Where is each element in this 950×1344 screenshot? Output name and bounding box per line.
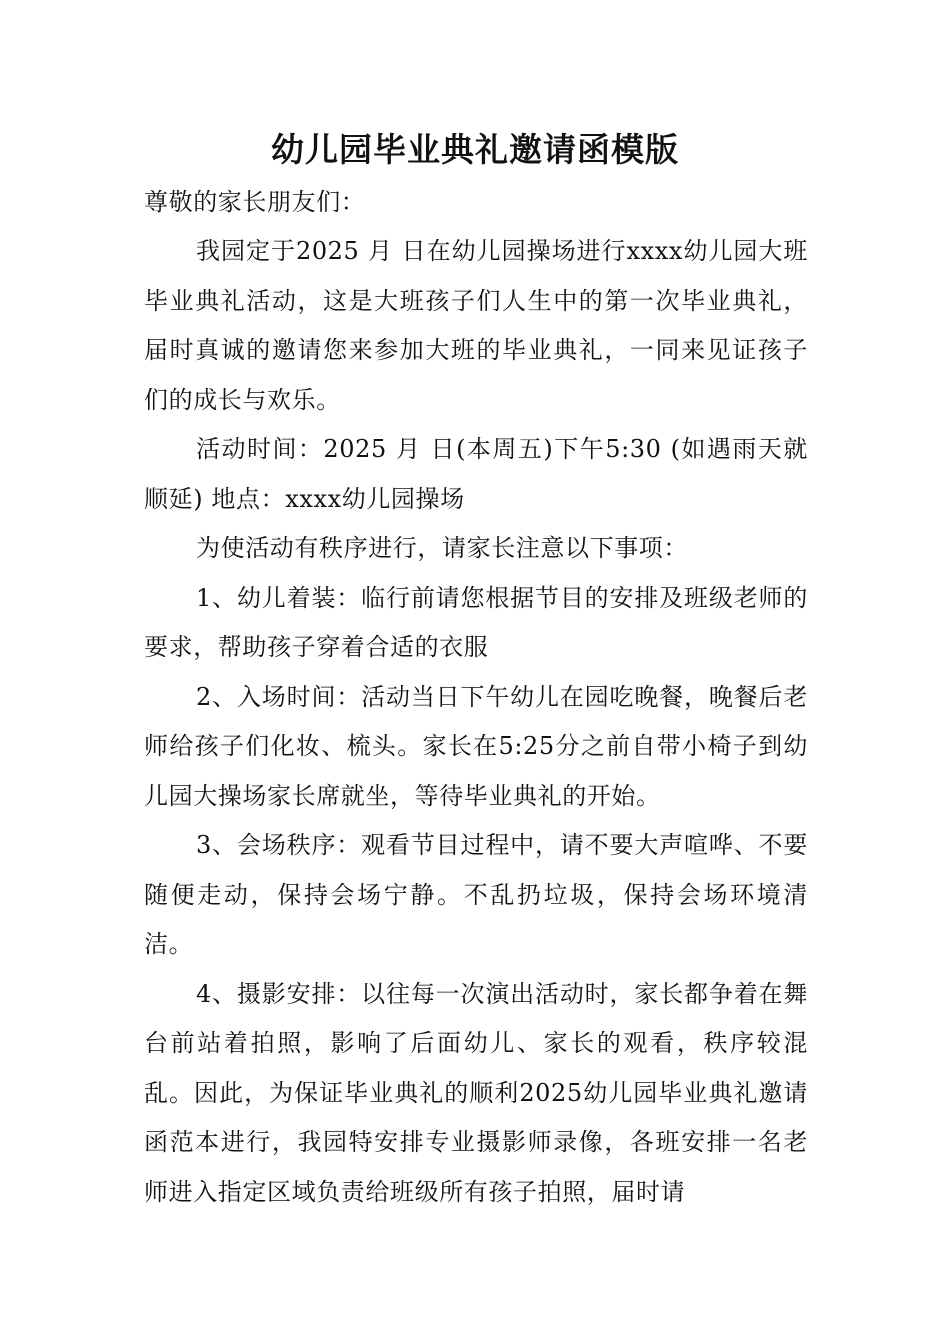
paragraph-item-entry-time: 2、入场时间：活动当日下午幼儿在园吃晚餐，晚餐后老师给孩子们化妆、梳头。家长在5:25分之前自带小椅子到幼儿园大操场家长席就坐，等待毕业典礼的开始。: [144, 682, 808, 810]
paragraph-item-venue-order: 3、会场秩序：观看节目过程中，请不要大声喧哗、不要随便走动，保持会场宁静。不乱扔垃圾，保持会场环境清洁。: [144, 831, 808, 958]
document-body: [144, 227, 808, 1217]
paragraph-notice-heading: 为使活动有秩序进行，请家长注意以下事项：: [196, 534, 688, 562]
salutation-text: 尊敬的家长朋友们：: [144, 188, 366, 216]
paragraph-item-dress: 1、幼儿着装：临行前请您根据节目的安排及班级老师的要求，帮助孩子穿着合适的衣服: [144, 583, 808, 661]
paragraph-time-location: 活动时间：2025 月 日(本周五)下午5:30 (如遇雨天就顺延) 地点：xxxx幼儿园操场: [144, 435, 808, 513]
paragraph-intro: 我园定于2025 月 日在幼儿园操场进行xxxx幼儿园大班毕业典礼活动，这是大班孩子们人生中的第一次毕业典礼，届时真诚的邀请您来参加大班的毕业典礼，一同来见证孩子们的成长与欢乐。: [144, 237, 808, 414]
salutation: [144, 178, 808, 228]
paragraph-item-photography: 4、摄影安排：以往每一次演出活动时，家长都争着在舞台前站着拍照，影响了后面幼儿、家长的观看，秩序较混乱。因此，为保证毕业典礼的顺利2025幼儿园毕业典礼邀请函范本进行，我园特安排专业摄影师录像，各班安排一名老师进入指定区域负责给班级所有孩子拍照，届时请: [144, 979, 808, 1206]
document-title: 幼儿园毕业典礼邀请函模版: [271, 130, 679, 169]
